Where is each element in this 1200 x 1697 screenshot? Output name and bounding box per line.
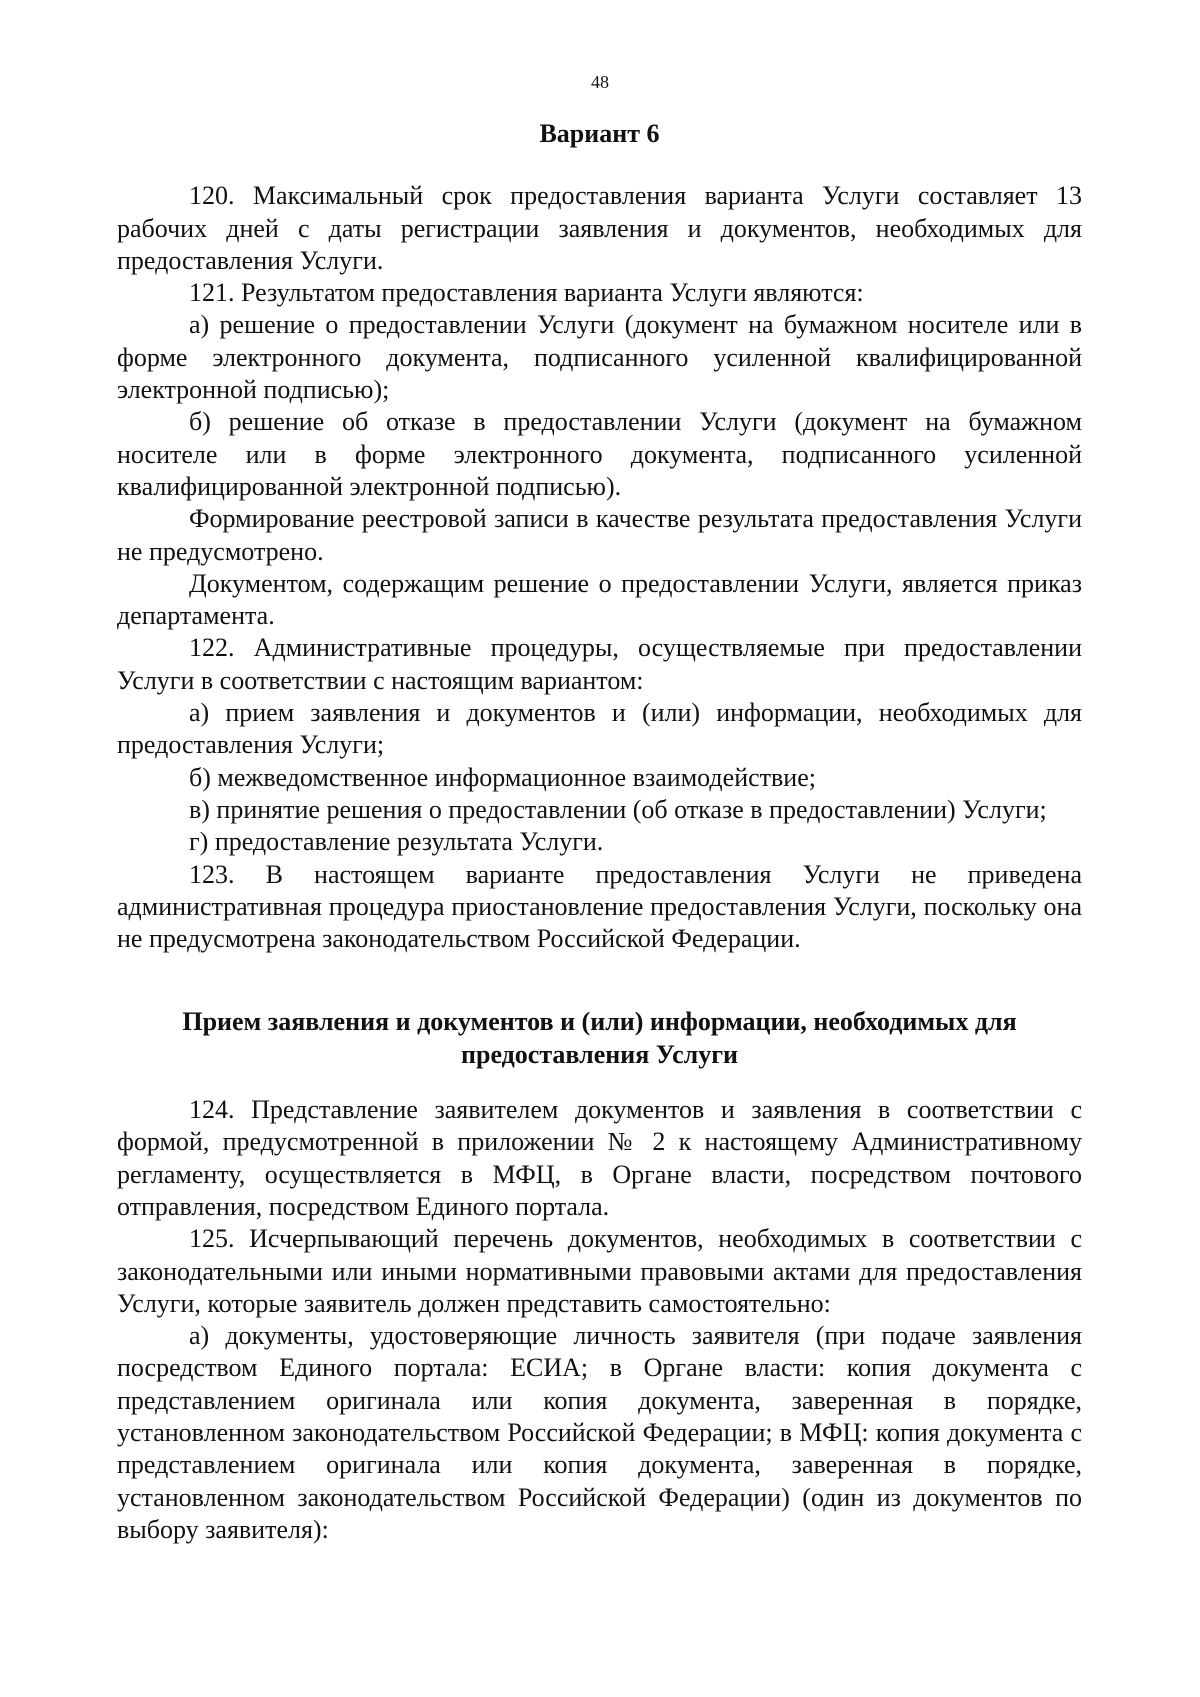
variant-section bbox=[117, 180, 1082, 955]
variant-heading: Вариант 6 bbox=[539, 119, 660, 148]
application-section bbox=[117, 1094, 1082, 1546]
document-body bbox=[117, 118, 1082, 1546]
paragraph-120: 120. Максимальный срок предоставления варианта Услуги составляет 13 рабочих дней с даты регистрации заявления и документов, необходимых для предоставления Услуги. bbox=[117, 181, 1082, 275]
paragraph-121-b: б) решение об отказе в предоставлении Услуги (документ на бумажном носителе или в форме электронного документа, подписанного усиленной квалифицированной электронной подписью). bbox=[117, 407, 1082, 501]
paragraph-125-a: а) документы, удостоверяющие личность заявителя (при подаче заявления посредством Единого портала: ЕСИА; в Органе власти: копия документа с представлением оригинала или копия документа, заверенная в порядке, установленном законодательством Российской Федерации; в МФЦ: копия документа с представлением оригинала или копия документа, заверенная в порядке, установленном законодательством Российской Федерации) (один из документов по выбору заявителя): bbox=[117, 1321, 1082, 1544]
paragraph-122-g: г) предоставление результата Услуги. bbox=[189, 827, 604, 857]
section-heading-line-1: Прием заявления и документов и (или) информации, необходимых для bbox=[182, 1007, 1017, 1037]
paragraph-121-a: а) решение о предоставлении Услуги (документ на бумажном носителе или в форме электронного документа, подписанного усиленной квалифицированной электронной подписью); bbox=[117, 310, 1082, 405]
paragraph-124: 124. Представление заявителем документов и заявления в соответствии с формой, предусмотренной в приложении № 2 к настоящему Административному регламенту, осуществляется в МФЦ, в Органе власти, посредством почтового отправления, посредством Единого портала. bbox=[117, 1095, 1082, 1221]
section-heading-line-2: предоставления Услуги bbox=[461, 1039, 738, 1069]
paragraph-122: 122. Административные процедуры, осуществляемые при предоставлении Услуги в соответствии с настоящим вариантом: bbox=[117, 633, 1082, 695]
paragraph-122-v: в) принятие решения о предоставлении (об отказе в предоставлении) Услуги; bbox=[189, 794, 1047, 824]
paragraph-decision-document: Документом, содержащим решение о предоставлении Услуги, является приказ департамента. bbox=[117, 568, 1082, 631]
paragraph-registry-record: Формирование реестровой записи в качестве результата предоставления Услуги не предусмотрено. bbox=[117, 504, 1082, 566]
paragraph-122-b: б) межведомственное информационное взаимодействие; bbox=[189, 762, 816, 792]
paragraph-122-a: а) прием заявления и документов и (или) информации, необходимых для предоставления Услуги; bbox=[117, 698, 1082, 760]
page-number: 48 bbox=[591, 72, 609, 92]
paragraph-125: 125. Исчерпывающий перечень документов, необходимых в соответствии с законодательными или иными нормативными правовыми актами для предоставления Услуги, которые заявитель должен представить самостоятельно: bbox=[117, 1224, 1082, 1318]
section-heading bbox=[117, 1006, 1082, 1071]
paragraph-121: 121. Результатом предоставления варианта Услуги являются: bbox=[189, 278, 864, 308]
paragraph-123: 123. В настоящем варианте предоставления Услуги не приведена административная процедура приостановление предоставления Услуги, поскольку она не предусмотрена законодательством Российской Федерации. bbox=[117, 859, 1082, 954]
